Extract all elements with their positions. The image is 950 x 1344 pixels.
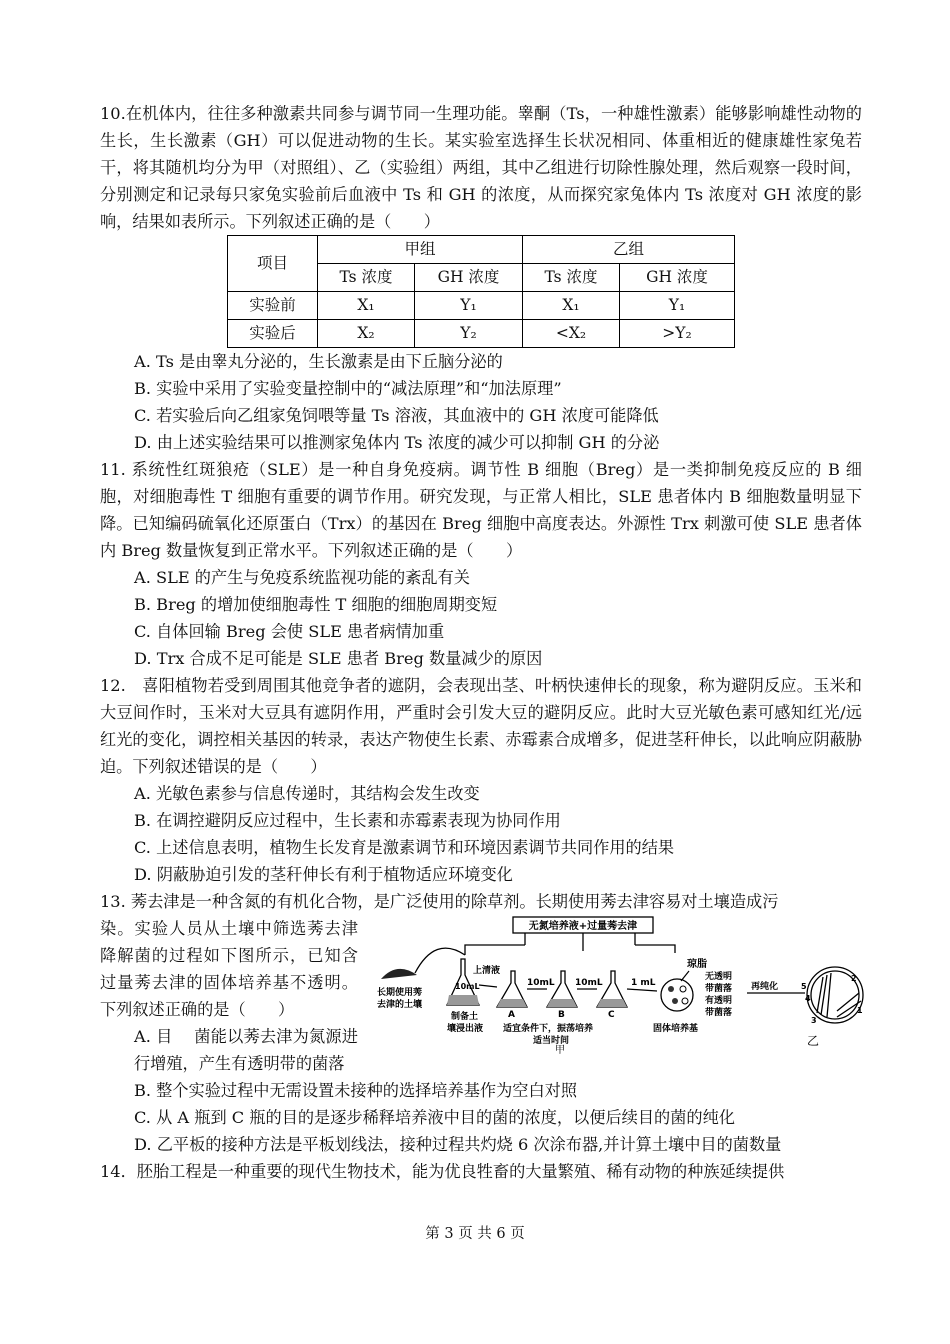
q13-option-b: B. 整个实验过程中无需设置未接种的选择培养基作为空白对照 <box>134 1081 578 1100</box>
q12-stem: 12. 喜阳植物若受到周围其他竞争者的遮阴，会表现出茎、叶柄快速伸长的现象，称为避阴反应。玉米和大豆间作时，玉米对大豆具有遮阴作用，严重时会引发大豆的避阴反应。此时大豆光敏色素可感知红光/远红光的变化，调控相关基因的转录，表达产物使生长素、赤霉素合成增多，促进茎秆伸长，以此响应阴蔽胁迫。下列叙述错误的是（ ） <box>100 676 862 776</box>
q13-figure <box>375 915 865 1055</box>
table-row <box>228 320 735 348</box>
soil-label-1: 长期使用莠 <box>377 988 423 998</box>
q10-stem: 10.在机体内，往往多种激素共同参与调节同一生理功能。睾酮（Ts，一种雄性激素）能够影响雄性动物的生长，生长激素（GH）可以促进动物的生长。某实验室选择生长状况相同、体重相近的健康雄性家兔若干，将其随机均分为甲（对照组）、乙（实验组）两组，其中乙组进行切除性腺处理，然后观察一段时间，分别测定和记录每只家兔实验前后血液中 Ts 和 GH 的浓度，从而探究家兔体内 Ts 浓度对 GH 浓度的影响，结果如表所示。下列叙述正确的是（ ） <box>100 104 862 231</box>
table-cell: Y₁ <box>415 292 523 320</box>
q13-option-d: D. 乙平板的接种方法是平板划线法，接种过程共灼烧 6 次涂布器,并计算土壤中目的菌数量 <box>134 1135 782 1154</box>
table-row-label: 实验前 <box>228 292 318 320</box>
q11-option-d: D. Trx 合成不足可能是 SLE 患者 Breg 数量减少的原因 <box>134 649 543 668</box>
table-cell: Y₁ <box>620 292 735 320</box>
table-cell: X₂ <box>318 320 415 348</box>
condition-label-1: 适宜条件下，振荡培养 <box>503 1024 594 1034</box>
has-clear-label-1: 有透明 <box>705 996 733 1006</box>
q12-option-b: B. 在调控避阴反应过程中，生长素和赤霉素表现为协同作用 <box>134 811 561 830</box>
medium-label: 无氮培养液+过量莠去津 <box>528 921 638 932</box>
table-subheader: GH 浓度 <box>620 264 735 292</box>
q13-option-a: A. 目 菌能以莠去津为氮源进行增殖，产生有透明带的菌落 <box>134 1027 358 1073</box>
no-clear-label-1: 无透明 <box>705 972 733 982</box>
transfer-label-1: 10mL <box>527 978 555 988</box>
purify-label: 再纯化 <box>751 982 779 992</box>
flask-c-label: C <box>608 1010 615 1020</box>
table-cell: <X₂ <box>523 320 620 348</box>
prep-label-1: 制备土 <box>451 1012 479 1022</box>
streak-number: 1 <box>857 1006 863 1015</box>
q13-body <box>100 915 862 1077</box>
petri-dish-icon <box>661 979 693 1011</box>
streak-number: 4 <box>805 994 811 1003</box>
q11-option-a: A. SLE 的产生与免疫系统监视功能的紊乱有关 <box>134 568 470 587</box>
table-cell: Y₂ <box>415 320 523 348</box>
flask-volume-label: 10mL <box>455 982 480 991</box>
table-subheader: Ts 浓度 <box>318 264 415 292</box>
q10-option-d: D. 由上述实验结果可以推测家兔体内 Ts 浓度的减少可以抑制 GH 的分泌 <box>134 433 660 452</box>
soil-pile-icon <box>381 969 417 979</box>
agar-label: 琼脂 <box>687 959 707 970</box>
has-clear-label-2: 带菌落 <box>705 1008 733 1018</box>
q10-results-table <box>227 235 735 348</box>
transfer-label-3: 1 mL <box>631 978 656 988</box>
q13-option-c: C. 从 A 瓶到 C 瓶的目的是逐步稀释培养液中目的菌的浓度，以便后续目的菌的纯化 <box>134 1108 735 1127</box>
condition-label-2: 适当时间 <box>533 1036 570 1046</box>
solid-medium-label: 固体培养基 <box>653 1024 699 1034</box>
flask-a-label: A <box>508 1010 515 1020</box>
table-cell: >Y₂ <box>620 320 735 348</box>
q10-option-a: A. Ts 是由睾丸分泌的，生长激素是由下丘脑分泌的 <box>134 352 503 371</box>
table-cell: X₁ <box>523 292 620 320</box>
supernatant-label: 上清液 <box>473 966 501 976</box>
table-row <box>228 292 735 320</box>
table-header-group-b: 乙组 <box>523 236 735 264</box>
q10-option-c: C. 若实验后向乙组家兔饲喂等量 Ts 溶液，其血液中的 GH 浓度可能降低 <box>134 406 659 425</box>
table-cell: X₁ <box>318 292 415 320</box>
soil-label-2: 去津的土壤 <box>377 1000 423 1010</box>
transfer-label-2: 10mL <box>575 978 603 988</box>
prep-label-2: 壤浸出液 <box>447 1024 484 1034</box>
streak-number: 3 <box>811 1016 817 1025</box>
q11-stem: 11. 系统性红斑狼疮（SLE）是一种自身免疫病。调节性 B 细胞（Breg）是一类抑制免疫反应的 B 细胞，对细胞毒性 T 细胞有重要的调节作用。研究发现，与正常人相比，SLE 患者体内 B 细胞数量明显下降。已知编码硫氧化还原蛋白（Trx）的基因在 Breg 细胞中高度表达。外源性 Trx 刺激可使 SLE 患者体内 Breg 数量恢复到正常水平。下列叙述正确的是（ ） <box>100 460 862 560</box>
q10-option-b: B. 实验中采用了实验变量控制中的“减法原理”和“加法原理” <box>134 379 562 398</box>
q12-option-c: C. 上述信息表明，植物生长发育是激素调节和环境因素调节共同作用的结果 <box>134 838 675 857</box>
q12-option-a: A. 光敏色素参与信息传递时，其结构会发生改变 <box>134 784 480 803</box>
page-content <box>100 100 862 1185</box>
q11-option-c: C. 自体回输 Breg 会使 SLE 患者病情加重 <box>134 622 445 641</box>
table-subheader: GH 浓度 <box>415 264 523 292</box>
no-clear-label-2: 带菌落 <box>705 984 733 994</box>
q13-stem-rest: 染。实验人员从土壤中筛选莠去津降解菌的过程如下图所示，已知含过量莠去津的固体培养基不透明。下列叙述正确的是（ ） <box>100 919 358 1019</box>
figure-caption-a: 甲 <box>555 1045 565 1055</box>
table-header-group-a: 甲组 <box>318 236 523 264</box>
q12-option-d: D. 阴蔽胁迫引发的茎秆伸长有利于植物适应环境变化 <box>134 865 513 884</box>
table-header-item: 项目 <box>228 236 318 292</box>
figure-caption-b: 乙 <box>807 1034 820 1048</box>
q13-text-column <box>100 915 358 1077</box>
streak-number: 5 <box>801 982 807 991</box>
table-subheader: Ts 浓度 <box>523 264 620 292</box>
streak-number: 2 <box>851 974 857 983</box>
q11-option-b: B. Breg 的增加使细胞毒性 T 细胞的细胞周期变短 <box>134 595 498 614</box>
q14-stem: 14．胚胎工程是一种重要的现代生物技术，能为优良牲畜的大量繁殖、稀有动物的种族延续提供 <box>100 1162 785 1181</box>
flask-b-label: B <box>558 1010 565 1020</box>
page-footer: 第 3 页 共 6 页 <box>425 1226 525 1242</box>
q13-stem-first-line: 13. 莠去津是一种含氮的有机化合物，是广泛使用的除草剂。长期使用莠去津容易对土壤造成污 <box>100 892 779 911</box>
table-row-label: 实验后 <box>228 320 318 348</box>
